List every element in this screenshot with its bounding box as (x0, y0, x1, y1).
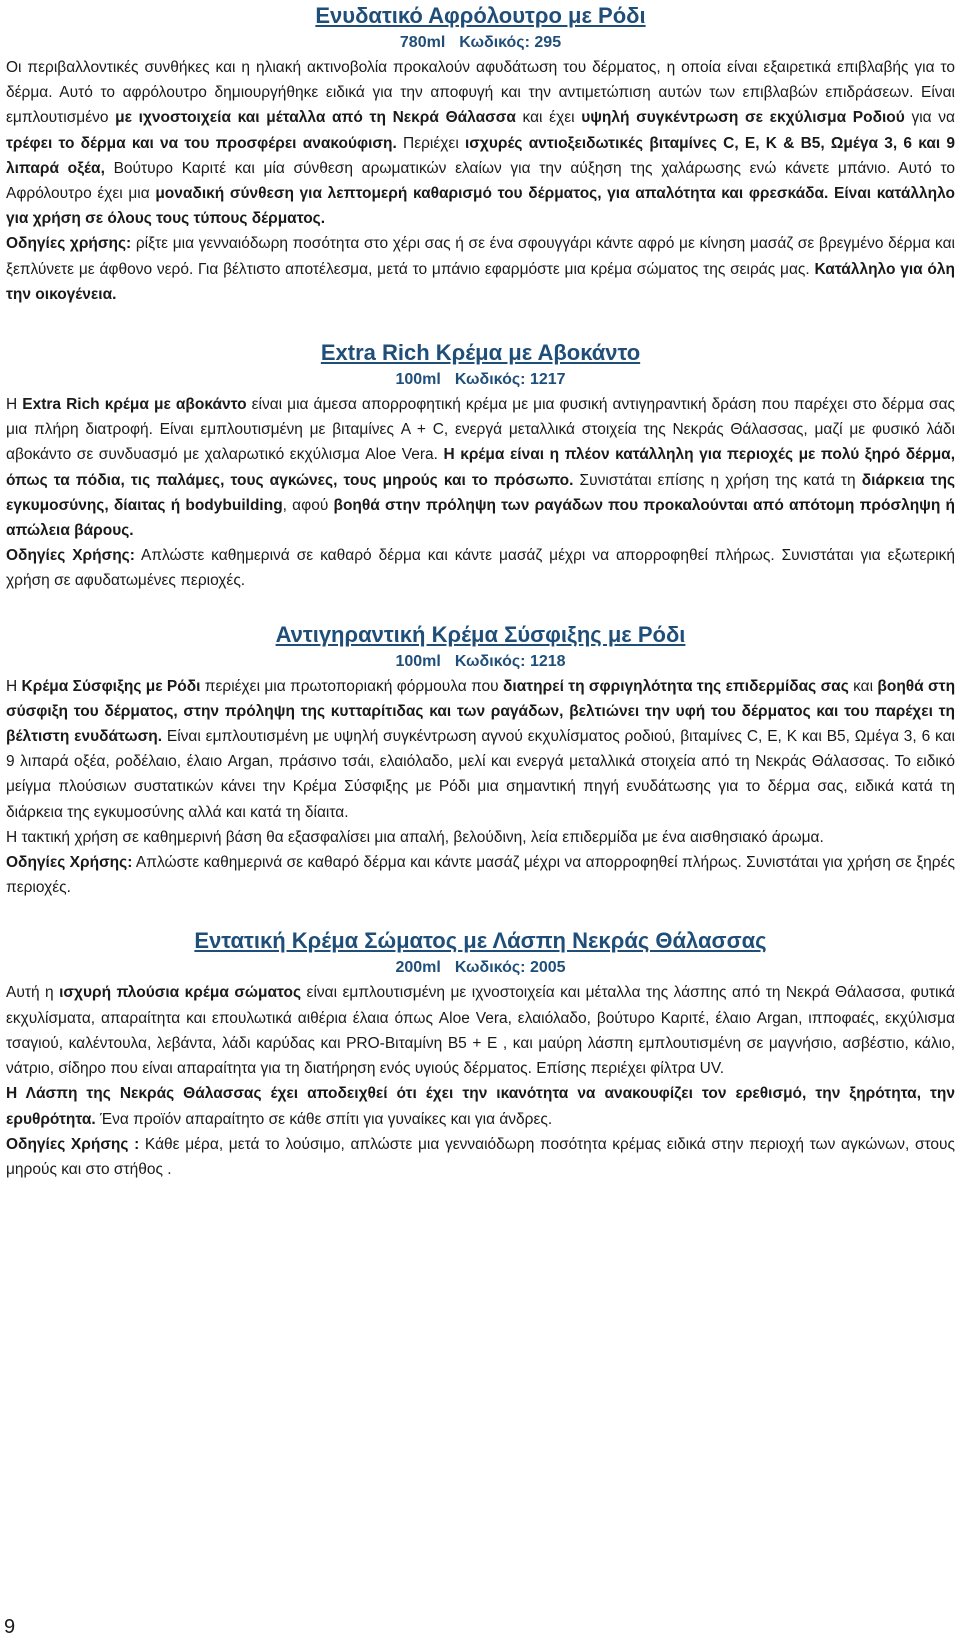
product-code: Κωδικός: 1218 (454, 652, 566, 670)
text-run: ρίξτε μια γενναιόδωρη ποσότητα στο χέρι σας ή σε ένα σφουγγάρι κάντε αφρό με κίνηση μασάζ σε βρεγμένο δέρμα και ξεπλύνετε με άφθονο νερό. Για βέλτιστο αποτέλεσμα, μετά το μπάνιο εφαρμόστε μια κρέμα σώματος της σειράς μας. (6, 235, 955, 278)
text-run: Συνιστάται επίσης η χρήση της κατά τη (573, 471, 862, 489)
bold-text-run: υψηλή συγκέντρωση σε εκχύλισμα Ροδιού (581, 109, 905, 127)
product-title: Extra Rich Κρέμα με Αβοκάντο (320, 340, 641, 366)
text-run: για να (904, 109, 955, 127)
text-run: είναι μια άμεσα απορροφητική κρέμα με μια φυσική αντιγηραντική δράση που παρέχει στο δέρμα σας μια πλήρη διατροφή. Είναι εμπλουτισμένη με βιταμίνες A + C, ενεργά μεταλλικά στοιχεία της Νεκράς Θάλασσας, μαζί με φυσικό λάδι αβοκάντο σε συνδυασμό με χαλαρωτικό εκχύλισμα Aloe Vera. (6, 396, 956, 464)
text-run: και (848, 677, 878, 695)
bold-text-run: βοηθά στην πρόληψη των ραγάδων που προκαλούνται από απότομη πρόσληψη ή απώλεια βάρους. (6, 496, 956, 540)
product-title: Αντιγηραντική Κρέμα Σύσφιξης με Ρόδι (275, 621, 686, 647)
text-run: και έχει (515, 109, 582, 127)
bold-text-run: Extra Rich κρέμα με αβοκάντο (22, 396, 247, 414)
text-run: Απλώστε καθημερινά σε καθαρό δέρμα και κάντε μασάζ μέχρι να απορροφηθεί πλήρως. Συνιστάται για εξωτερική χρήση σε αφυδατωμένες περιοχές. (6, 547, 955, 590)
product-meta (6, 368, 955, 392)
product-description (6, 392, 955, 543)
product-meta (6, 956, 955, 980)
text-run: Απλώστε καθημερινά σε καθαρό δέρμα και κάντε μασάζ μέχρι να απορροφηθεί πλήρως. Συνιστάται για χρήση σε ξηρές περιοχές. (6, 854, 955, 897)
product-section-avocado-cream (6, 307, 955, 594)
bold-text-run: διατηρεί τη σφριγηλότητα της επιδερμίδας σας (503, 677, 849, 695)
bold-text-run: Οδηγίες Χρήσης: (6, 547, 135, 565)
bold-text-run: διάρκεια της εγκυμοσύνης, δίαιτας ή bodybuilding (6, 471, 956, 514)
product-volume: 200ml (395, 959, 441, 977)
product-section-pomegranate-shower-gel (6, 0, 955, 307)
product-volume: 100ml (395, 371, 441, 389)
text-run: Η (6, 677, 22, 695)
text-run: Είναι εμπλουτισμένη με υψηλή συγκέντρωση αγνού εκχυλίσματος ροδιού, βιταμίνες C, E, K και B5, Ωμέγα 3, 6 και 9 λιπαρά οξέα, ροδέλαιο, έλαιο Argan, πράσινο τσάι, ελαιόλαδο, μελί και ενεργά μεταλλικά στοιχεία από τη Νεκράς Θάλασσας. Το ειδικό μείγμα πλούσιων συστατικών κάνει την Κρέμα Σύσφιξης με Ρόδι μια σημαντική πηγή ενυδάτωσης για το δέρμα σας, ειδικά κατά τη διάρκεια της εγκυμοσύνης αλλά και κατά τη δίαιτα. (6, 728, 955, 821)
text-run: Οι περιβαλλοντικές συνθήκες και η ηλιακή ακτινοβολία προκαλούν αφυδάτωση του δέρματος, η οποία είναι εξαιρετικά επιβλαβής για το δέρμα. Αυτό το αφρόλουτρο δημιουργήθηκε ειδικά για την αποφυγή και την αντιμετώπιση αυτών των επιβλαβών επιδράσεων. Είναι εμπλουτισμένο (6, 59, 955, 127)
text-run: Η τακτική χρήση σε καθημερινή βάση θα εξασφαλίσει μια απαλή, βελούδινη, λεία επιδερμίδα με ένα αισθησιακό άρωμα. (6, 828, 824, 846)
text-run: περιέχει μια πρωτοποριακή φόρμουλα που (200, 677, 503, 695)
text-run: , αφού (282, 496, 334, 514)
bold-text-run: Κατάλληλο για όλη την οικογένεια. (6, 260, 955, 303)
product-title: Ενυδατικό Αφρόλουτρο με Ρόδι (315, 3, 646, 28)
bold-text-run: Οδηγίες Χρήσης : (6, 1135, 140, 1153)
product-meta (6, 650, 955, 674)
product-usage-instructions (6, 543, 955, 593)
product-description (6, 55, 955, 231)
product-code: Κωδικός: 295 (459, 34, 562, 51)
product-section-firming-cream (6, 594, 955, 901)
page-number: 9 (4, 1616, 16, 1638)
product-benefits (6, 1081, 955, 1131)
bold-text-run: Κρέμα Σύσφιξης με Ρόδι (21, 677, 201, 695)
text-run: Η (6, 396, 23, 414)
bold-text-run: μοναδική σύνθεση για λεπτομερή καθαρισμό του δέρματος, για απαλότητα και φρεσκάδα. Είναι κατάλληλο για χρήση σε όλους τους τύπους δέρματος. (6, 185, 955, 228)
product-code: Κωδικός: 2005 (454, 959, 566, 977)
bold-text-run: τρέφει το δέρμα και να του προσφέρει ανακούφιση. (6, 134, 397, 152)
bold-text-run: βοηθά στη σύσφιξη του δέρματος, στην πρόληψη της κυτταρίτιδας και των ραγάδων, βελτιώνει την υφή του δέρματος και του παρέχει τη βέλτιστη ενυδάτωση. (6, 677, 956, 746)
product-regular-use-note (6, 825, 955, 850)
product-code: Κωδικός: 1217 (454, 371, 566, 389)
text-run: Βούτυρο Καριτέ και μία σύνθεση αρωματικών ελαίων για την αύξηση της χαλάρωσης ενώ κάνετε μπάνιο. Αυτό το Αφρόλουτρο έχει μια (6, 159, 956, 203)
bold-text-run: ισχυρή πλούσια κρέμα σώματος (59, 984, 302, 1002)
product-usage-instructions (6, 1132, 955, 1182)
product-description (6, 980, 955, 1081)
bold-text-run: Οδηγίες Χρήσης: (6, 854, 133, 872)
product-usage-instructions (6, 850, 955, 900)
product-title: Εντατική Κρέμα Σώματος με Λάσπη Νεκράς Θάλασσας (194, 928, 767, 954)
bold-text-run: Οδηγίες χρήσης: (6, 235, 132, 253)
bold-text-run: Η κρέμα είναι η πλέον κατάλληλη για περιοχές με πολύ ξηρό δέρμα, όπως τα πόδια, τις παλάμες, τους αγκώνες, τους μηρούς και το πρόσωπο. (6, 446, 956, 489)
text-run: Αυτή η (6, 984, 60, 1002)
product-meta (6, 31, 955, 55)
product-description (6, 674, 955, 825)
bold-text-run: με ιχνοστοιχεία και μέταλλα από τη Νεκρά Θάλασσα (115, 109, 516, 127)
text-run: Κάθε μέρα, μετά το λούσιμο, απλώστε μια γενναιόδωρη ποσότητα κρέμας ειδικά στην περιοχή των αγκώνων, στους μηρούς και στο στήθος . (6, 1135, 955, 1178)
text-run: Ένα προϊόν απαραίτητο σε κάθε σπίτι για γυναίκες και για άνδρες. (95, 1110, 553, 1128)
product-section-dead-sea-mud-cream (6, 900, 955, 1182)
product-usage-instructions (6, 231, 955, 307)
text-run: είναι εμπλουτισμένη με ιχνοστοιχεία και μέταλλα της λάσπης από τη Νεκρά Θάλασσα, φυτικά εκχυλίσματα, απαραίτητα και επουλωτικά αιθέρια έλαια όπως Aloe Vera, ελαιόλαδο, βούτυρο Καριτέ, έλαιο Argan, ιπποφαές, εκχύλισμα τσαγιού, καλέντουλα, λεβάντα, λάδι καρύδας και PRO-Βιταμίνη Β5 + Ε , και μαύρη λάσπη εμπλουτισμένη σε μαγνήσιο, ασβέστιο, κάλιο, νάτριο, σίδηρο που είναι απαραίτητα για τη διατήρηση ενός υγιούς δέρματος. Επίσης περιέχει φίλτρα UV. (6, 984, 956, 1078)
bold-text-run: Η Λάσπη της Νεκράς Θάλασσας έχει αποδειχθεί ότι έχει την ικανότητα να ανακουφίζει τον ερεθισμό, την ξηρότητα, την ερυθρότητα. (6, 1085, 955, 1128)
product-volume: 780ml (399, 34, 446, 51)
text-run: Περιέχει (396, 134, 465, 152)
bold-text-run: ισχυρές αντιοξειδωτικές βιταμίνες C, E, K & B5, Ωμέγα 3, 6 και 9 λιπαρά οξέα, (6, 134, 955, 177)
product-volume: 100ml (395, 652, 441, 670)
